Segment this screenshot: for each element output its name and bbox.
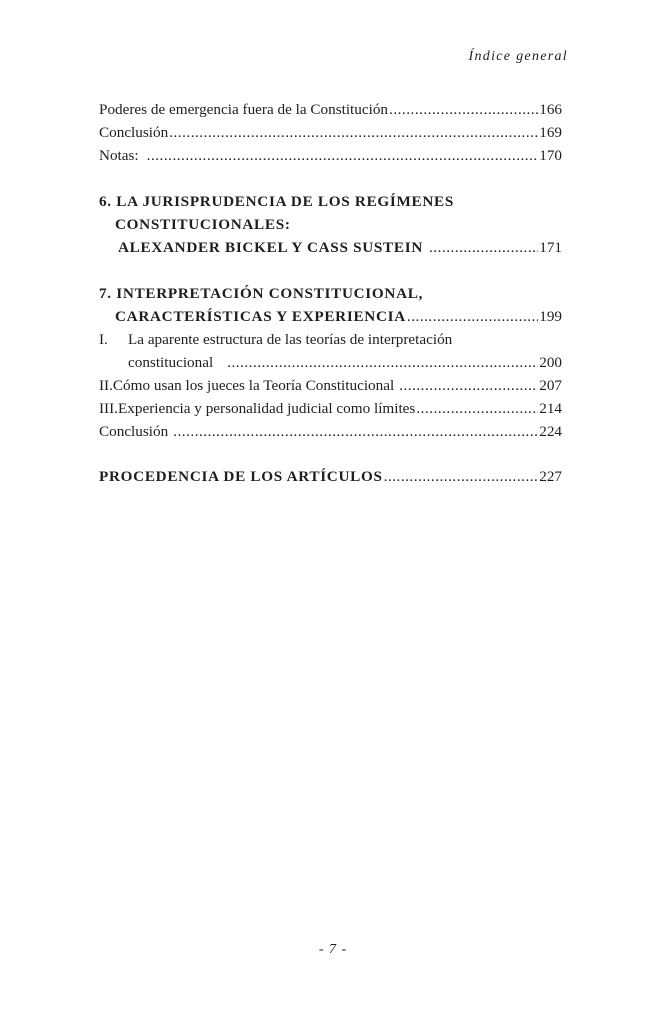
toc-entry-page: 224 (539, 423, 562, 440)
toc-entry-label: Notas: (99, 147, 139, 164)
toc-section-iii (99, 397, 562, 420)
toc-entry-page: 199 (539, 308, 562, 325)
dot-leader (389, 98, 538, 121)
toc-entry-label: PROCEDENCIA DE LOS ARTÍCULOS (99, 468, 383, 485)
toc-entry-label: La aparente estructura de las teorías de interpretación (128, 331, 453, 348)
section-numeral: II. (99, 377, 113, 394)
dot-leader (384, 465, 539, 488)
toc-section-i-line-1 (99, 328, 562, 351)
toc-entry-conclusion-7 (99, 420, 562, 443)
running-head: Índice general (468, 49, 568, 64)
page-number: - 7 - (318, 942, 348, 957)
toc-entry-label: Poderes de emergencia fuera de la Constitución (99, 101, 389, 118)
toc-entry-page: 166 (539, 101, 562, 118)
spacer (99, 259, 562, 282)
dot-leader (429, 236, 538, 259)
section-numeral: III. (99, 400, 118, 417)
section-numeral: I. (99, 331, 108, 348)
chapter-6-title-line-3 (99, 236, 562, 259)
toc-entry-page: 169 (539, 124, 562, 141)
dot-leader (227, 351, 538, 374)
toc-entry-label: constitucional (128, 354, 214, 371)
table-of-contents (99, 98, 562, 488)
dot-leader (416, 397, 538, 420)
toc-section-i-line-2 (99, 351, 562, 374)
toc-entry-page: 171 (539, 239, 562, 256)
dot-leader (147, 144, 539, 167)
toc-entry-label: Conclusión (99, 423, 169, 440)
toc-entry-label: Cómo usan los jueces la Teoría Constitucional (112, 377, 395, 394)
toc-entry-page: 170 (539, 147, 562, 164)
spacer (99, 167, 562, 190)
chapter-7-title-line-1: 7. INTERPRETACIÓN CONSTITUCIONAL, (99, 285, 424, 302)
toc-entry-page: 214 (539, 400, 562, 417)
toc-entry-label: CARACTERÍSTICAS Y EXPERIENCIA (115, 308, 406, 325)
toc-entry-page: 200 (539, 354, 562, 371)
toc-entry-notas (99, 144, 562, 167)
dot-leader (399, 374, 538, 397)
spacer (99, 443, 562, 465)
toc-entry-poderes-emergencia (99, 98, 562, 121)
toc-entry-page: 207 (539, 377, 562, 394)
dot-leader (407, 305, 538, 328)
toc-entry-page: 227 (539, 468, 562, 485)
dot-leader (169, 121, 538, 144)
chapter-6-title-line-1: 6. LA JURISPRUDENCIA DE LOS REGÍMENES (99, 193, 455, 210)
toc-entry-procedencia (99, 465, 562, 488)
toc-entry-label: ALEXANDER BICKEL Y CASS SUSTEIN (118, 239, 423, 256)
toc-entry-label: Conclusión (99, 124, 169, 141)
toc-entry-label: Experiencia y personalidad judicial como límites (117, 400, 416, 417)
toc-section-ii (99, 374, 562, 397)
toc-entry-conclusion-5 (99, 121, 562, 144)
chapter-6-title-line-2: CONSTITUCIONALES: (115, 216, 291, 233)
dot-leader (173, 420, 538, 443)
chapter-7-title-line-2 (99, 305, 562, 328)
